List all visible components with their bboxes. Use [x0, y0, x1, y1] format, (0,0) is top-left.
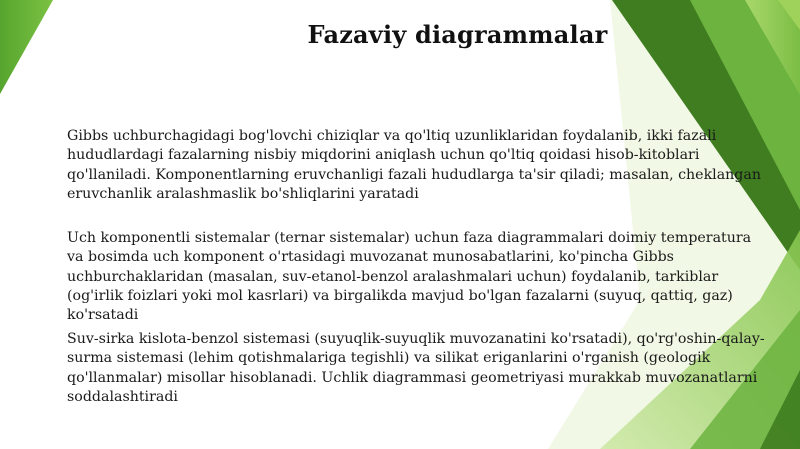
paragraph-examples: Suv-sirka kislota-benzol sistemasi (suyuqlik-suyuqlik muvozanatini ko'rsatadi), qo'rg'oshin-qalay-surma sistemasi (lehim qotishmalariga tegishli) va silikat eriganlarini o'rganish (geologik qo'llanmalar) misollar hisoblanadi. Uchlik diagrammasi geometriyasi murakkab muvozanatlarni soddalashtiradi — [67, 331, 765, 405]
slide-title: Fazaviy diagrammalar — [307, 20, 608, 49]
paragraph-lever-rule: Gibbs uchburchagidagi bog'lovchi chiziqlar va qo'ltiq uzunliklaridan foydalanib, ikki fazali hududlardagi fazalarning nisbiy miqdorini aniqlash uchun qo'ltiq qoidasi hisob-kitoblari qo'llaniladi. Komponentlarning eruvchanligi fazali hududlarga ta'sir qiladi; masalan, cheklangan eruvchanlik aralashmaslik bo'shliqlarini yaratadi — [67, 128, 761, 202]
paragraph-ternary-systems: Uch komponentli sistemalar (ternar sistemalar) uchun faza diagrammalari doimiy temperatura va bosimda uch komponent o'rtasidagi muvozanat munosabatlarini, ko'pincha Gibbs uchburchaklaridan (masalan, suv-etanol-benzol aralashmalari uchun) foydalanib, tarkiblar (og'irlik foizlari yoki mol kasrlari) va birgalikda mavjud bo'lgan fazalarni (suyuq, qattiq, gaz) ko'rsatadi — [67, 230, 752, 324]
